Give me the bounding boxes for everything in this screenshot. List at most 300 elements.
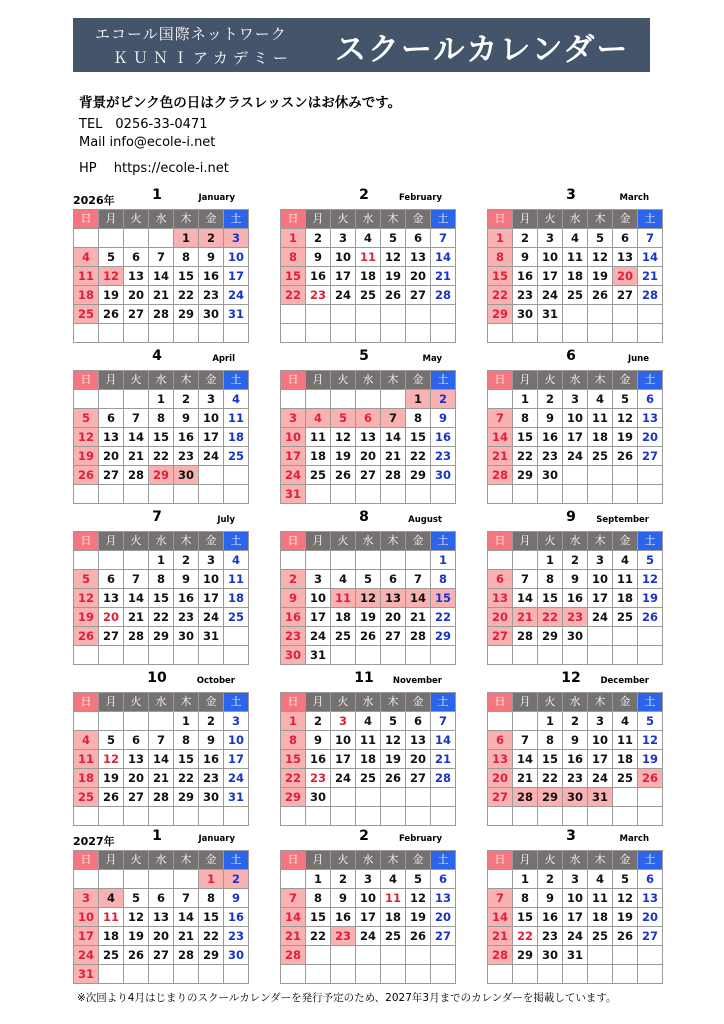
day-cell: 2: [538, 390, 563, 409]
week-row: [74, 466, 249, 485]
weekday-header-row: [281, 851, 456, 870]
day-cell: 7: [488, 409, 513, 428]
weekday-header: 月: [306, 532, 331, 551]
day-cell: 3: [588, 551, 613, 570]
day-cell: 16: [513, 267, 538, 286]
day-cell: 3: [356, 870, 381, 889]
weekday-header: 日: [74, 210, 99, 229]
weekday-header: 月: [513, 532, 538, 551]
empty-day-cell: [281, 305, 306, 324]
weekday-header: 水: [356, 693, 381, 712]
weekday-header: 木: [174, 532, 199, 551]
day-cell: 14: [488, 428, 513, 447]
day-cell: 20: [99, 608, 124, 627]
day-cell: 4: [381, 870, 406, 889]
month-name-english: November: [392, 676, 442, 686]
day-cell: 17: [224, 750, 249, 769]
day-cell: 13: [488, 750, 513, 769]
day-cell: 14: [149, 750, 174, 769]
day-cell: 30: [199, 305, 224, 324]
week-row: [281, 889, 456, 908]
day-cell: 24: [199, 447, 224, 466]
day-cell: 8: [538, 731, 563, 750]
day-cell: 15: [538, 750, 563, 769]
week-row: [488, 428, 663, 447]
week-row: [281, 807, 456, 826]
day-cell: 8: [513, 889, 538, 908]
empty-day-cell: [281, 551, 306, 570]
month-header: [280, 828, 448, 850]
month-name-english: August: [408, 515, 442, 525]
day-cell: 10: [306, 589, 331, 608]
empty-day-cell: [174, 807, 199, 826]
weekday-header: 火: [331, 371, 356, 390]
day-cell: 30: [224, 946, 249, 965]
day-cell: 8: [174, 248, 199, 267]
day-cell: 26: [638, 769, 663, 788]
day-cell: 14: [149, 267, 174, 286]
holiday-notice: 背景がピンク色の日はクラスレッスンはお休みです。: [79, 95, 402, 111]
day-cell: 15: [513, 908, 538, 927]
weekday-header: 水: [149, 851, 174, 870]
empty-day-cell: [513, 551, 538, 570]
weekday-header: 金: [406, 371, 431, 390]
day-cell: 8: [149, 409, 174, 428]
day-cell: 22: [174, 769, 199, 788]
day-cell: 1: [306, 870, 331, 889]
day-cell: 23: [306, 769, 331, 788]
weekday-header: 金: [613, 371, 638, 390]
year-label: 2026年: [73, 194, 115, 207]
week-row: [488, 750, 663, 769]
day-cell: 24: [563, 447, 588, 466]
day-cell: 6: [638, 390, 663, 409]
day-cell: 11: [74, 267, 99, 286]
day-cell: 6: [488, 731, 513, 750]
weekday-header-row: [488, 371, 663, 390]
day-cell: 24: [281, 466, 306, 485]
day-cell: 28: [488, 946, 513, 965]
week-row: [281, 731, 456, 750]
day-cell: 15: [306, 908, 331, 927]
empty-day-cell: [638, 646, 663, 665]
weekday-header: 火: [538, 693, 563, 712]
day-cell: 5: [613, 390, 638, 409]
day-cell: 27: [638, 927, 663, 946]
weekday-header: 木: [381, 532, 406, 551]
weekday-header: 水: [356, 532, 381, 551]
weekday-header: 土: [638, 851, 663, 870]
day-cell: 18: [99, 927, 124, 946]
day-cell: 18: [588, 908, 613, 927]
empty-day-cell: [613, 807, 638, 826]
day-cell: 3: [538, 229, 563, 248]
weekday-header: 水: [356, 371, 381, 390]
empty-day-cell: [381, 946, 406, 965]
weekday-header: 日: [74, 371, 99, 390]
day-cell: 10: [199, 409, 224, 428]
day-cell: 18: [588, 428, 613, 447]
week-row: [488, 551, 663, 570]
day-cell: 17: [199, 589, 224, 608]
day-cell: 15: [149, 589, 174, 608]
empty-day-cell: [638, 788, 663, 807]
calendar-table: [73, 531, 249, 665]
empty-day-cell: [431, 946, 456, 965]
empty-day-cell: [174, 485, 199, 504]
day-cell: 12: [381, 731, 406, 750]
month-name-english: January: [198, 193, 235, 203]
day-cell: 6: [488, 570, 513, 589]
empty-day-cell: [99, 229, 124, 248]
day-cell: 6: [381, 570, 406, 589]
weekday-header: 金: [613, 210, 638, 229]
day-cell: 21: [513, 769, 538, 788]
day-cell: 20: [356, 447, 381, 466]
day-cell: 10: [538, 248, 563, 267]
day-cell: 9: [306, 731, 331, 750]
week-row: [488, 390, 663, 409]
day-cell: 14: [431, 248, 456, 267]
month-header: [487, 670, 655, 692]
weekday-header: 水: [356, 210, 381, 229]
month-name-english: October: [196, 676, 235, 686]
weekday-header: 月: [99, 532, 124, 551]
month-name-english: January: [198, 834, 235, 844]
day-cell: 4: [356, 712, 381, 731]
weekday-header: 土: [431, 693, 456, 712]
weekday-header: 日: [281, 693, 306, 712]
footnote: ※次回より4月はじまりのスクールカレンダーを発行予定のため、2027年3月までのカレンダーを掲載しています。: [77, 992, 617, 1004]
school-name-line1: エコール国際ネットワーク: [95, 25, 287, 43]
day-cell: 28: [406, 627, 431, 646]
empty-day-cell: [149, 870, 174, 889]
empty-day-cell: [381, 390, 406, 409]
week-row: [488, 267, 663, 286]
day-cell: 2: [563, 551, 588, 570]
day-cell: 21: [488, 447, 513, 466]
empty-day-cell: [381, 807, 406, 826]
weekday-header: 木: [381, 693, 406, 712]
day-cell: 14: [488, 908, 513, 927]
day-cell: 10: [356, 889, 381, 908]
week-row: [74, 589, 249, 608]
day-cell: 16: [538, 908, 563, 927]
calendar-table: [280, 531, 456, 665]
empty-day-cell: [224, 485, 249, 504]
empty-day-cell: [588, 946, 613, 965]
empty-day-cell: [431, 807, 456, 826]
day-cell: 14: [406, 589, 431, 608]
empty-day-cell: [488, 646, 513, 665]
weekday-header: 木: [174, 371, 199, 390]
empty-day-cell: [224, 646, 249, 665]
day-cell: 1: [149, 390, 174, 409]
empty-day-cell: [406, 305, 431, 324]
day-cell: 24: [224, 286, 249, 305]
month-calendar: [73, 348, 244, 504]
empty-day-cell: [638, 305, 663, 324]
empty-day-cell: [406, 946, 431, 965]
day-cell: 5: [406, 870, 431, 889]
empty-day-cell: [638, 324, 663, 343]
empty-day-cell: [431, 324, 456, 343]
empty-day-cell: [74, 712, 99, 731]
day-cell: 21: [431, 267, 456, 286]
day-cell: 24: [224, 769, 249, 788]
day-cell: 14: [124, 589, 149, 608]
day-cell: 26: [381, 769, 406, 788]
day-cell: 18: [74, 286, 99, 305]
day-cell: 3: [306, 570, 331, 589]
weekday-header: 木: [381, 371, 406, 390]
day-cell: 27: [124, 788, 149, 807]
day-cell: 28: [431, 286, 456, 305]
day-cell: 20: [488, 608, 513, 627]
empty-day-cell: [224, 965, 249, 984]
week-row: [488, 870, 663, 889]
day-cell: 24: [331, 286, 356, 305]
week-row: [281, 286, 456, 305]
weekday-header: 火: [538, 851, 563, 870]
empty-day-cell: [488, 485, 513, 504]
day-cell: 9: [331, 889, 356, 908]
day-cell: 29: [488, 305, 513, 324]
empty-day-cell: [99, 870, 124, 889]
day-cell: 30: [199, 788, 224, 807]
day-cell: 1: [513, 390, 538, 409]
empty-day-cell: [488, 390, 513, 409]
weekday-header: 月: [99, 371, 124, 390]
empty-day-cell: [431, 485, 456, 504]
day-cell: 5: [588, 229, 613, 248]
week-row: [488, 305, 663, 324]
day-cell: 7: [488, 889, 513, 908]
day-cell: 14: [513, 750, 538, 769]
day-cell: 29: [149, 627, 174, 646]
day-cell: 30: [306, 788, 331, 807]
day-cell: 25: [74, 305, 99, 324]
day-cell: 24: [588, 608, 613, 627]
day-cell: 2: [306, 229, 331, 248]
day-cell: 22: [513, 447, 538, 466]
day-cell: 24: [199, 608, 224, 627]
week-row: [488, 248, 663, 267]
empty-day-cell: [199, 646, 224, 665]
weekday-header: 金: [199, 532, 224, 551]
empty-day-cell: [124, 551, 149, 570]
day-cell: 15: [488, 267, 513, 286]
weekday-header: 土: [224, 532, 249, 551]
day-cell: 19: [124, 927, 149, 946]
day-cell: 11: [224, 570, 249, 589]
empty-day-cell: [431, 788, 456, 807]
day-cell: 16: [199, 750, 224, 769]
week-row: [281, 447, 456, 466]
day-cell: 8: [513, 409, 538, 428]
weekday-header: 金: [406, 210, 431, 229]
day-cell: 16: [174, 589, 199, 608]
empty-day-cell: [149, 712, 174, 731]
weekday-header: 木: [174, 210, 199, 229]
day-cell: 3: [331, 229, 356, 248]
week-row: [281, 750, 456, 769]
day-cell: 27: [99, 627, 124, 646]
day-cell: 30: [563, 627, 588, 646]
weekday-header: 水: [563, 532, 588, 551]
day-cell: 1: [406, 390, 431, 409]
day-cell: 2: [431, 390, 456, 409]
day-cell: 18: [356, 750, 381, 769]
empty-day-cell: [99, 551, 124, 570]
day-cell: 13: [99, 428, 124, 447]
week-row: [74, 409, 249, 428]
weekday-header: 木: [588, 371, 613, 390]
day-cell: 29: [538, 627, 563, 646]
week-row: [74, 447, 249, 466]
empty-day-cell: [406, 485, 431, 504]
day-cell: 27: [406, 769, 431, 788]
week-row: [74, 305, 249, 324]
empty-day-cell: [174, 646, 199, 665]
day-cell: 11: [74, 750, 99, 769]
day-cell: 19: [99, 286, 124, 305]
calendar-table: [280, 209, 456, 343]
day-cell: 29: [513, 946, 538, 965]
weekday-header: 金: [406, 532, 431, 551]
day-cell: 21: [149, 286, 174, 305]
empty-day-cell: [613, 946, 638, 965]
day-cell: 28: [638, 286, 663, 305]
empty-day-cell: [174, 965, 199, 984]
weekday-header: 水: [563, 210, 588, 229]
day-cell: 6: [124, 731, 149, 750]
day-cell: 13: [99, 589, 124, 608]
month-calendar: [73, 509, 244, 665]
empty-day-cell: [638, 485, 663, 504]
weekday-header: 日: [281, 532, 306, 551]
day-cell: 20: [431, 908, 456, 927]
day-cell: 15: [174, 267, 199, 286]
day-cell: 3: [224, 229, 249, 248]
day-cell: 28: [513, 788, 538, 807]
weekday-header: 土: [638, 371, 663, 390]
day-cell: 28: [124, 466, 149, 485]
day-cell: 18: [224, 428, 249, 447]
day-cell: 26: [588, 286, 613, 305]
day-cell: 4: [613, 551, 638, 570]
day-cell: 9: [281, 589, 306, 608]
week-row: [281, 946, 456, 965]
day-cell: 13: [381, 589, 406, 608]
day-cell: 1: [281, 229, 306, 248]
empty-day-cell: [331, 946, 356, 965]
week-row: [281, 570, 456, 589]
day-cell: 4: [563, 229, 588, 248]
day-cell: 7: [381, 409, 406, 428]
week-row: [74, 870, 249, 889]
empty-day-cell: [174, 324, 199, 343]
empty-day-cell: [563, 324, 588, 343]
day-cell: 8: [538, 570, 563, 589]
day-cell: 5: [381, 712, 406, 731]
month-header: [73, 348, 241, 370]
day-cell: 13: [406, 248, 431, 267]
week-row: [488, 485, 663, 504]
day-cell: 21: [174, 927, 199, 946]
weekday-header: 水: [563, 693, 588, 712]
day-cell: 9: [538, 409, 563, 428]
month-calendar: [280, 187, 451, 343]
day-cell: 3: [224, 712, 249, 731]
empty-day-cell: [224, 807, 249, 826]
day-cell: 17: [281, 447, 306, 466]
day-cell: 6: [149, 889, 174, 908]
day-cell: 6: [99, 570, 124, 589]
day-cell: 9: [224, 889, 249, 908]
month-calendar: [280, 509, 451, 665]
day-cell: 27: [431, 927, 456, 946]
empty-day-cell: [513, 485, 538, 504]
day-cell: 25: [306, 466, 331, 485]
day-cell: 16: [306, 750, 331, 769]
day-cell: 4: [588, 870, 613, 889]
empty-day-cell: [149, 965, 174, 984]
calendar-table: [487, 531, 663, 665]
week-row: [488, 788, 663, 807]
month-calendar: [73, 670, 244, 826]
day-cell: 2: [199, 229, 224, 248]
day-cell: 3: [74, 889, 99, 908]
day-cell: 21: [124, 608, 149, 627]
empty-day-cell: [74, 324, 99, 343]
day-cell: 21: [488, 927, 513, 946]
day-cell: 16: [563, 589, 588, 608]
day-cell: 12: [356, 589, 381, 608]
day-cell: 4: [588, 390, 613, 409]
day-cell: 12: [638, 570, 663, 589]
day-cell: 26: [613, 927, 638, 946]
weekday-header: 火: [331, 693, 356, 712]
empty-day-cell: [306, 551, 331, 570]
week-row: [488, 731, 663, 750]
week-row: [281, 305, 456, 324]
day-cell: 21: [638, 267, 663, 286]
day-cell: 25: [99, 946, 124, 965]
day-cell: 15: [513, 428, 538, 447]
weekday-header: 金: [199, 693, 224, 712]
day-cell: 17: [563, 428, 588, 447]
day-cell: 17: [224, 267, 249, 286]
week-row: [281, 646, 456, 665]
day-cell: 7: [174, 889, 199, 908]
day-cell: 8: [306, 889, 331, 908]
day-cell: 3: [199, 390, 224, 409]
weekday-header: 木: [174, 851, 199, 870]
day-cell: 2: [331, 870, 356, 889]
day-cell: 25: [381, 927, 406, 946]
day-cell: 7: [513, 731, 538, 750]
week-row: [488, 447, 663, 466]
week-row: [74, 712, 249, 731]
day-cell: 29: [174, 788, 199, 807]
weekday-header: 日: [281, 851, 306, 870]
day-cell: 21: [281, 927, 306, 946]
week-row: [488, 589, 663, 608]
day-cell: 1: [513, 870, 538, 889]
day-cell: 17: [74, 927, 99, 946]
empty-day-cell: [588, 627, 613, 646]
